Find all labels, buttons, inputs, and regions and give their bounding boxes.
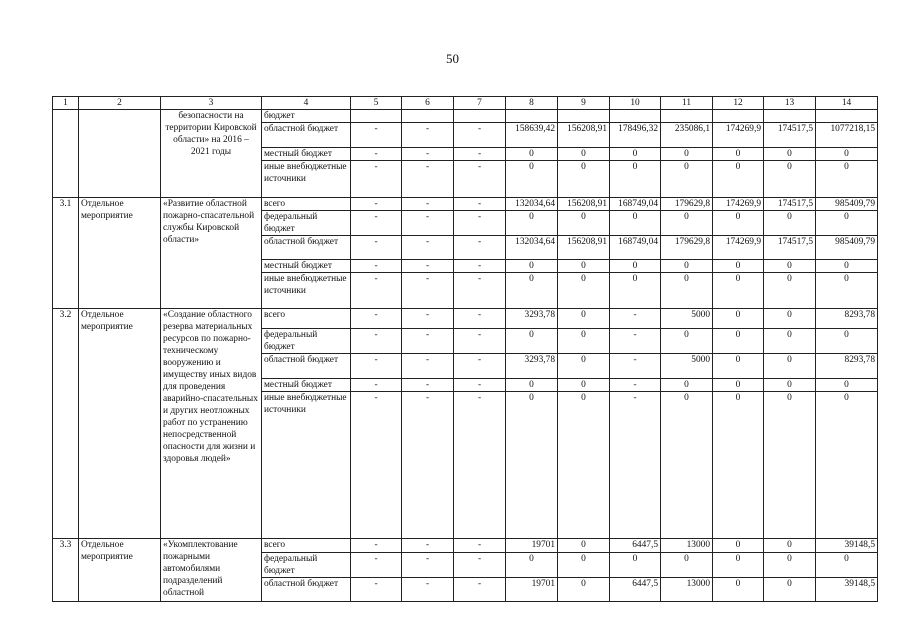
value-cell: - (351, 539, 402, 553)
value-cell: - (454, 309, 506, 329)
value-cell: 156208,91 (558, 198, 610, 211)
value-cell: - (610, 309, 661, 329)
value-cell: 0 (713, 273, 764, 309)
table-row (53, 110, 878, 123)
value-cell: - (454, 273, 506, 309)
column-header: 10 (610, 97, 661, 110)
value-cell (713, 110, 764, 123)
table-row (53, 309, 878, 329)
value-cell: 0 (661, 161, 713, 198)
column-header: 6 (402, 97, 454, 110)
value-cell (351, 110, 402, 123)
value-cell: - (454, 553, 506, 578)
value-cell: - (402, 539, 454, 553)
value-cell (816, 110, 878, 123)
value-cell: 0 (713, 578, 764, 602)
value-cell: - (454, 260, 506, 273)
value-cell (402, 110, 454, 123)
value-cell: 39148,5 (816, 539, 878, 553)
value-cell: - (454, 123, 506, 148)
funding-source: местный бюджет (262, 260, 351, 273)
value-cell: 158639,42 (506, 123, 558, 148)
column-header: 4 (262, 97, 351, 110)
value-cell: 0 (506, 392, 558, 539)
table-body (53, 110, 878, 602)
value-cell: - (454, 236, 506, 260)
item-name: «Укомплектование пожарными автомобилями подразделений областной (161, 539, 262, 602)
value-cell: 0 (610, 211, 661, 236)
budget-table (52, 96, 878, 602)
value-cell: 179629,8 (661, 236, 713, 260)
value-cell: 0 (558, 309, 610, 329)
value-cell: 0 (558, 161, 610, 198)
value-cell: 0 (764, 148, 816, 161)
item-type (79, 110, 161, 198)
funding-source: федеральный бюджет (262, 329, 351, 354)
value-cell: 0 (558, 354, 610, 379)
value-cell: 1077218,15 (816, 123, 878, 148)
value-cell: 156208,91 (558, 236, 610, 260)
value-cell: - (402, 578, 454, 602)
value-cell: 0 (661, 379, 713, 392)
value-cell: 0 (558, 260, 610, 273)
value-cell: - (351, 553, 402, 578)
value-cell: - (402, 236, 454, 260)
value-cell: 0 (506, 273, 558, 309)
value-cell: 174269,9 (713, 236, 764, 260)
value-cell: 0 (558, 273, 610, 309)
value-cell: 13000 (661, 539, 713, 553)
item-type: Отдельное мероприятие (79, 309, 161, 539)
value-cell: 0 (764, 273, 816, 309)
value-cell: 0 (764, 392, 816, 539)
value-cell: 19701 (506, 539, 558, 553)
column-header: 14 (816, 97, 878, 110)
value-cell: - (402, 211, 454, 236)
value-cell: - (351, 273, 402, 309)
value-cell: 174517,5 (764, 123, 816, 148)
value-cell: 0 (661, 553, 713, 578)
value-cell: 0 (764, 161, 816, 198)
value-cell: 0 (610, 161, 661, 198)
value-cell: 0 (661, 329, 713, 354)
column-header: 12 (713, 97, 764, 110)
funding-source: местный бюджет (262, 148, 351, 161)
value-cell: 168749,04 (610, 236, 661, 260)
value-cell: 0 (506, 260, 558, 273)
value-cell: 0 (816, 211, 878, 236)
value-cell: 168749,04 (610, 198, 661, 211)
value-cell: - (402, 553, 454, 578)
value-cell: 8293,78 (816, 354, 878, 379)
value-cell: - (610, 354, 661, 379)
value-cell: - (454, 329, 506, 354)
value-cell: - (402, 354, 454, 379)
value-cell: 0 (764, 354, 816, 379)
value-cell: 0 (506, 329, 558, 354)
value-cell: 174269,9 (713, 123, 764, 148)
value-cell: 0 (506, 379, 558, 392)
value-cell: - (454, 198, 506, 211)
column-header: 7 (454, 97, 506, 110)
funding-source: областной бюджет (262, 123, 351, 148)
value-cell: 235086,1 (661, 123, 713, 148)
value-cell: 0 (713, 329, 764, 354)
value-cell: 156208,91 (558, 123, 610, 148)
value-cell: 0 (816, 273, 878, 309)
item-code: 3.2 (53, 309, 79, 539)
value-cell (454, 110, 506, 123)
value-cell: 0 (764, 211, 816, 236)
value-cell: - (351, 211, 402, 236)
item-name: «Создание областного резерва материальных ресурсов по пожарно-техническому вооружению и имуществу иных видов для проведения аварийно-спасательных и других неотложных работ по устранению непосредственной опасности для жизни и здоровья людей» (161, 309, 262, 539)
value-cell: 985409,79 (816, 236, 878, 260)
value-cell: 0 (816, 553, 878, 578)
value-cell: 132034,64 (506, 236, 558, 260)
value-cell: 0 (558, 578, 610, 602)
funding-source: областной бюджет (262, 236, 351, 260)
value-cell: 6447,5 (610, 539, 661, 553)
value-cell: 0 (610, 273, 661, 309)
table-row (53, 539, 878, 553)
page-number: 50 (446, 51, 459, 66)
value-cell: 178496,32 (610, 123, 661, 148)
value-cell: 0 (764, 260, 816, 273)
value-cell: 174517,5 (764, 198, 816, 211)
value-cell: 0 (558, 148, 610, 161)
value-cell: 0 (764, 329, 816, 354)
value-cell: 5000 (661, 354, 713, 379)
funding-source: местный бюджет (262, 379, 351, 392)
funding-source: иные внебюджетные источники (262, 161, 351, 198)
value-cell: 0 (713, 211, 764, 236)
column-header: 8 (506, 97, 558, 110)
value-cell: - (610, 379, 661, 392)
value-cell: 0 (713, 539, 764, 553)
value-cell: 0 (610, 553, 661, 578)
column-header: 1 (53, 97, 79, 110)
value-cell: 179629,8 (661, 198, 713, 211)
value-cell: - (402, 309, 454, 329)
value-cell: 0 (506, 161, 558, 198)
value-cell: 0 (506, 553, 558, 578)
value-cell: 0 (764, 309, 816, 329)
value-cell: 0 (661, 392, 713, 539)
value-cell: - (610, 392, 661, 539)
item-code (53, 110, 79, 198)
value-cell: 0 (713, 309, 764, 329)
value-cell: - (402, 198, 454, 211)
item-name: безопасности на территории Кировской области» на 2016 – 2021 годы (161, 110, 262, 198)
column-header: 11 (661, 97, 713, 110)
value-cell: - (402, 273, 454, 309)
value-cell: 8293,78 (816, 309, 878, 329)
value-cell: - (351, 379, 402, 392)
value-cell: - (351, 354, 402, 379)
value-cell (506, 110, 558, 123)
value-cell: 19701 (506, 578, 558, 602)
column-header: 3 (161, 97, 262, 110)
value-cell: - (351, 198, 402, 211)
value-cell: 0 (816, 148, 878, 161)
value-cell: - (402, 161, 454, 198)
value-cell: 132034,64 (506, 198, 558, 211)
value-cell: - (402, 123, 454, 148)
value-cell: - (351, 578, 402, 602)
item-name: «Развитие областной пожарно-спасательной службы Кировской области» (161, 198, 262, 309)
value-cell: - (402, 260, 454, 273)
value-cell: 0 (558, 539, 610, 553)
value-cell: 0 (713, 379, 764, 392)
funding-source: всего (262, 198, 351, 211)
value-cell: 0 (610, 260, 661, 273)
value-cell: 0 (764, 379, 816, 392)
value-cell: 0 (764, 539, 816, 553)
funding-source: федеральный бюджет (262, 211, 351, 236)
item-code: 3.1 (53, 198, 79, 309)
value-cell: 0 (816, 329, 878, 354)
value-cell: - (351, 392, 402, 539)
value-cell: - (454, 148, 506, 161)
item-code: 3.3 (53, 539, 79, 602)
value-cell (558, 110, 610, 123)
column-header: 2 (79, 97, 161, 110)
value-cell: - (402, 379, 454, 392)
value-cell: - (402, 329, 454, 354)
item-type: Отдельное мероприятие (79, 198, 161, 309)
value-cell: 0 (764, 578, 816, 602)
funding-source: областной бюджет (262, 578, 351, 602)
value-cell: 0 (661, 211, 713, 236)
value-cell: 0 (506, 211, 558, 236)
funding-source: иные внебюджетные источники (262, 392, 351, 539)
value-cell: 0 (713, 148, 764, 161)
value-cell: - (351, 309, 402, 329)
value-cell: - (351, 236, 402, 260)
column-header-row (53, 97, 878, 110)
value-cell: 0 (506, 148, 558, 161)
value-cell: 0 (713, 260, 764, 273)
value-cell: 39148,5 (816, 578, 878, 602)
value-cell: 0 (713, 354, 764, 379)
value-cell: 5000 (661, 309, 713, 329)
item-type: Отдельное мероприятие (79, 539, 161, 602)
value-cell: - (454, 211, 506, 236)
value-cell: 0 (558, 211, 610, 236)
value-cell: 0 (816, 379, 878, 392)
value-cell: 13000 (661, 578, 713, 602)
value-cell: 3293,78 (506, 309, 558, 329)
funding-source: всего (262, 539, 351, 553)
value-cell: 0 (713, 161, 764, 198)
funding-source: иные внебюджетные источники (262, 273, 351, 309)
value-cell: 3293,78 (506, 354, 558, 379)
funding-source: областной бюджет (262, 354, 351, 379)
value-cell: 0 (816, 161, 878, 198)
value-cell: 174269,9 (713, 198, 764, 211)
value-cell: - (351, 123, 402, 148)
value-cell: - (454, 578, 506, 602)
value-cell: 0 (558, 379, 610, 392)
value-cell: 985409,79 (816, 198, 878, 211)
value-cell (661, 110, 713, 123)
value-cell: 0 (661, 273, 713, 309)
value-cell: 0 (661, 260, 713, 273)
value-cell: - (351, 161, 402, 198)
value-cell: 6447,5 (610, 578, 661, 602)
value-cell: - (454, 539, 506, 553)
value-cell: - (402, 392, 454, 539)
funding-source: бюджет (262, 110, 351, 123)
value-cell: 0 (558, 553, 610, 578)
column-header: 5 (351, 97, 402, 110)
value-cell: 0 (764, 553, 816, 578)
column-header: 9 (558, 97, 610, 110)
value-cell: 0 (558, 329, 610, 354)
value-cell: 174517,5 (764, 236, 816, 260)
value-cell: - (454, 161, 506, 198)
value-cell: - (454, 379, 506, 392)
value-cell (764, 110, 816, 123)
value-cell: - (610, 329, 661, 354)
table-row (53, 198, 878, 211)
value-cell: - (454, 354, 506, 379)
value-cell: - (351, 148, 402, 161)
value-cell: - (454, 392, 506, 539)
value-cell: 0 (816, 260, 878, 273)
value-cell (610, 110, 661, 123)
value-cell: 0 (713, 553, 764, 578)
value-cell: - (351, 260, 402, 273)
value-cell: 0 (713, 392, 764, 539)
value-cell: - (402, 148, 454, 161)
funding-source: всего (262, 309, 351, 329)
value-cell: 0 (816, 392, 878, 539)
value-cell: - (351, 329, 402, 354)
value-cell: 0 (558, 392, 610, 539)
column-header: 13 (764, 97, 816, 110)
value-cell: 0 (610, 148, 661, 161)
value-cell: 0 (661, 148, 713, 161)
funding-source: федеральный бюджет (262, 553, 351, 578)
